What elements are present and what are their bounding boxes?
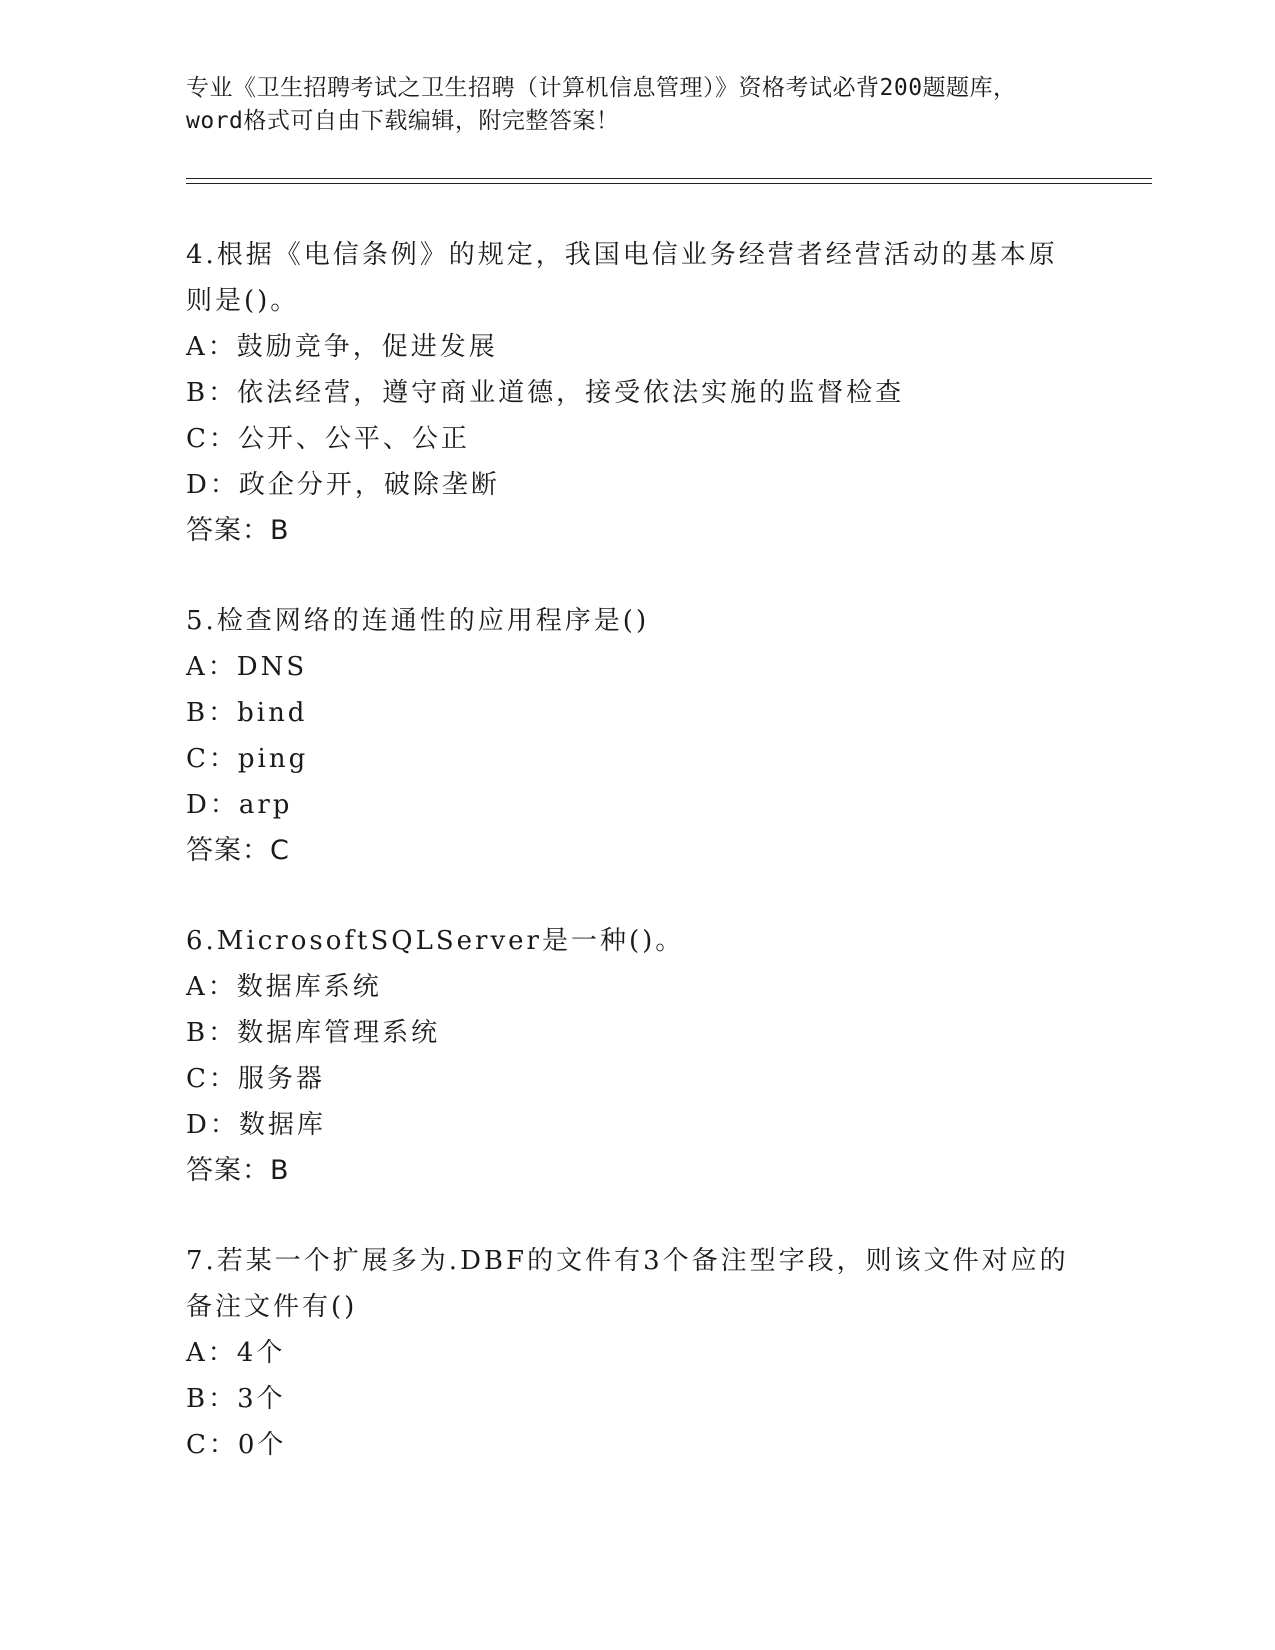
question-list <box>186 232 1086 1512</box>
option-c: C：ping <box>186 744 309 774</box>
answer-line: 答案：C <box>186 835 290 866</box>
question-7 <box>186 1238 1086 1468</box>
option-d: D：数据库 <box>186 1110 326 1140</box>
option-b: B：数据库管理系统 <box>186 1018 441 1048</box>
header-divider-bottom <box>186 183 1152 184</box>
option-d: D：政企分开，破除垄断 <box>186 470 500 500</box>
question-5 <box>186 598 1086 874</box>
question-stem-continued: 则是()。 <box>186 286 300 316</box>
question-stem: 7.若某一个扩展多为.DBF的文件有3个备注型字段，则该文件对应的 <box>186 1246 1069 1276</box>
question-stem: 6.MicrosoftSQLServer是一种()。 <box>186 926 685 956</box>
option-a: A：鼓励竞争，促进发展 <box>186 332 498 362</box>
answer-line: 答案：B <box>186 515 290 546</box>
question-6 <box>186 918 1086 1194</box>
option-b: B：3个 <box>186 1384 286 1414</box>
option-c: C：公开、公平、公正 <box>186 424 470 454</box>
option-c: C：0个 <box>186 1430 287 1460</box>
header-title-line-2: word格式可自由下载编辑，附完整答案！ <box>186 108 620 134</box>
answer-line: 答案：B <box>186 1155 290 1186</box>
option-d: D：arp <box>186 790 293 820</box>
question-stem-continued: 备注文件有() <box>186 1292 358 1322</box>
option-b: B：bind <box>186 698 308 728</box>
question-4 <box>186 232 1086 554</box>
option-c: C：服务器 <box>186 1064 325 1094</box>
question-stem: 4.根据《电信条例》的规定，我国电信业务经营者经营活动的基本原 <box>186 240 1058 270</box>
option-a: A：DNS <box>186 652 308 682</box>
header-divider-top <box>186 178 1152 179</box>
option-a: A：数据库系统 <box>186 972 382 1002</box>
option-b: B：依法经营，遵守商业道德，接受依法实施的监督检查 <box>186 378 905 408</box>
document-header <box>186 72 1086 138</box>
header-title-line-1: 专业《卫生招聘考试之卫生招聘（计算机信息管理）》资格考试必背200题题库， <box>186 75 1017 101</box>
question-stem: 5.检查网络的连通性的应用程序是() <box>186 606 650 636</box>
option-a: A：4个 <box>186 1338 286 1368</box>
